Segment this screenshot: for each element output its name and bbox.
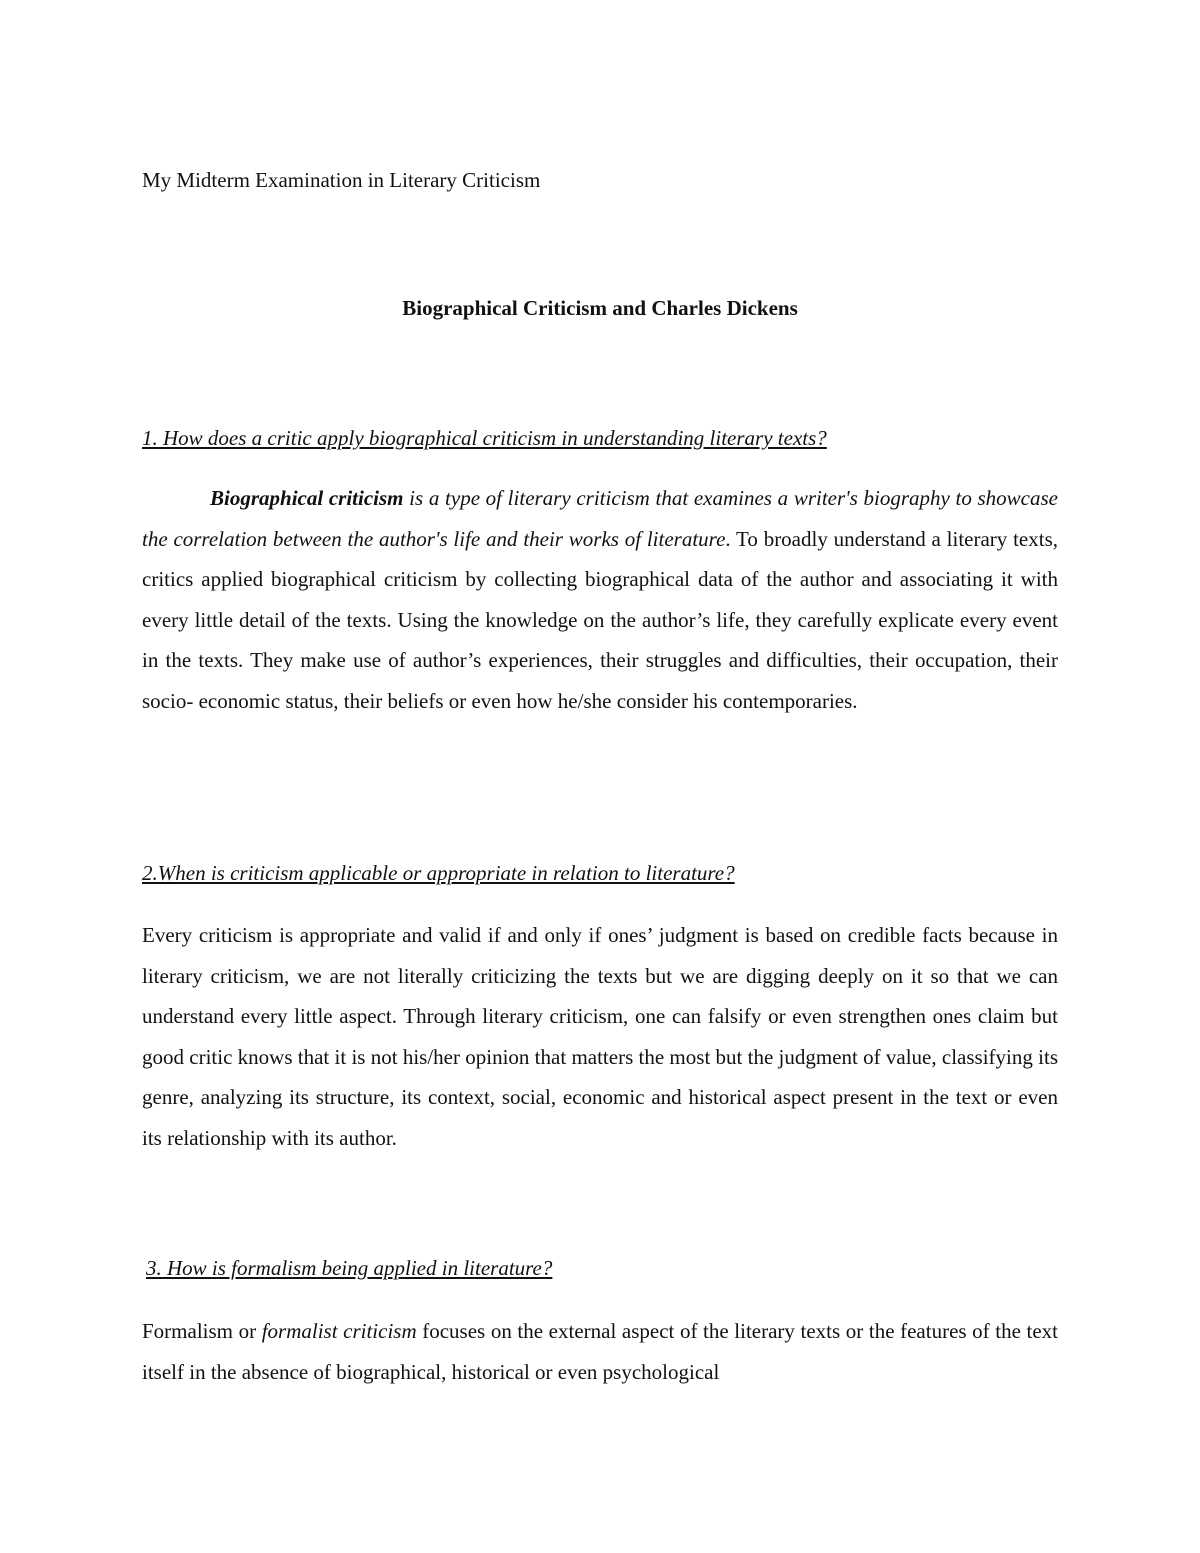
document-title: Biographical Criticism and Charles Dickens — [402, 296, 798, 320]
question-3: 3. How is formalism being applied in literature? — [146, 1256, 553, 1280]
answer-1-body: . To broadly understand a literary texts, critics applied biographical criticism by collecting biographical data of the author and associating it with every little detail of the texts. Using the knowledge on the author’s life, they carefully explicate every event in the texts. They make use of author’s experiences, their struggles and difficulties, their occupation, their socio- economic status, their beliefs or even how he/she consider his contemporaries. — [142, 526, 1058, 713]
question-2: 2.When is criticism applicable or appropriate in relation to literature? — [142, 861, 735, 885]
answer-3-body: focuses on the external aspect of the literary texts or the features of the text itself in the absence of biographical, historical or even psychological — [142, 1319, 1058, 1384]
document-header: My Midterm Examination in Literary Criticism — [142, 168, 541, 192]
answer-1 — [142, 478, 1058, 722]
answer-3 — [142, 1311, 1058, 1392]
answer-2: Every criticism is appropriate and valid if and only if ones’ judgment is based on credible facts because in literary criticism, we are not literally criticizing the texts but we are digging deeply on it so that we can understand every little aspect. Through literary criticism, one can falsify or even strengthen ones claim but good critic knows that it is not his/her opinion that matters the most but the judgment of value, classifying its genre, analyzing its structure, its context, social, economic and historical aspect present in the text or even its relationship with its author. — [142, 923, 1058, 1150]
answer-3-term: formalist criticism — [261, 1319, 417, 1343]
question-1: 1. How does a critic apply biographical criticism in understanding literary texts? — [142, 426, 827, 450]
answer-1-definition: is a type of literary criticism that examines a writer's biography to showcase the correlation between the author's life and their works of literature — [142, 486, 1058, 551]
answer-1-term: Biographical criticism — [210, 486, 404, 510]
answer-3-intro: Formalism or — [142, 1319, 262, 1343]
